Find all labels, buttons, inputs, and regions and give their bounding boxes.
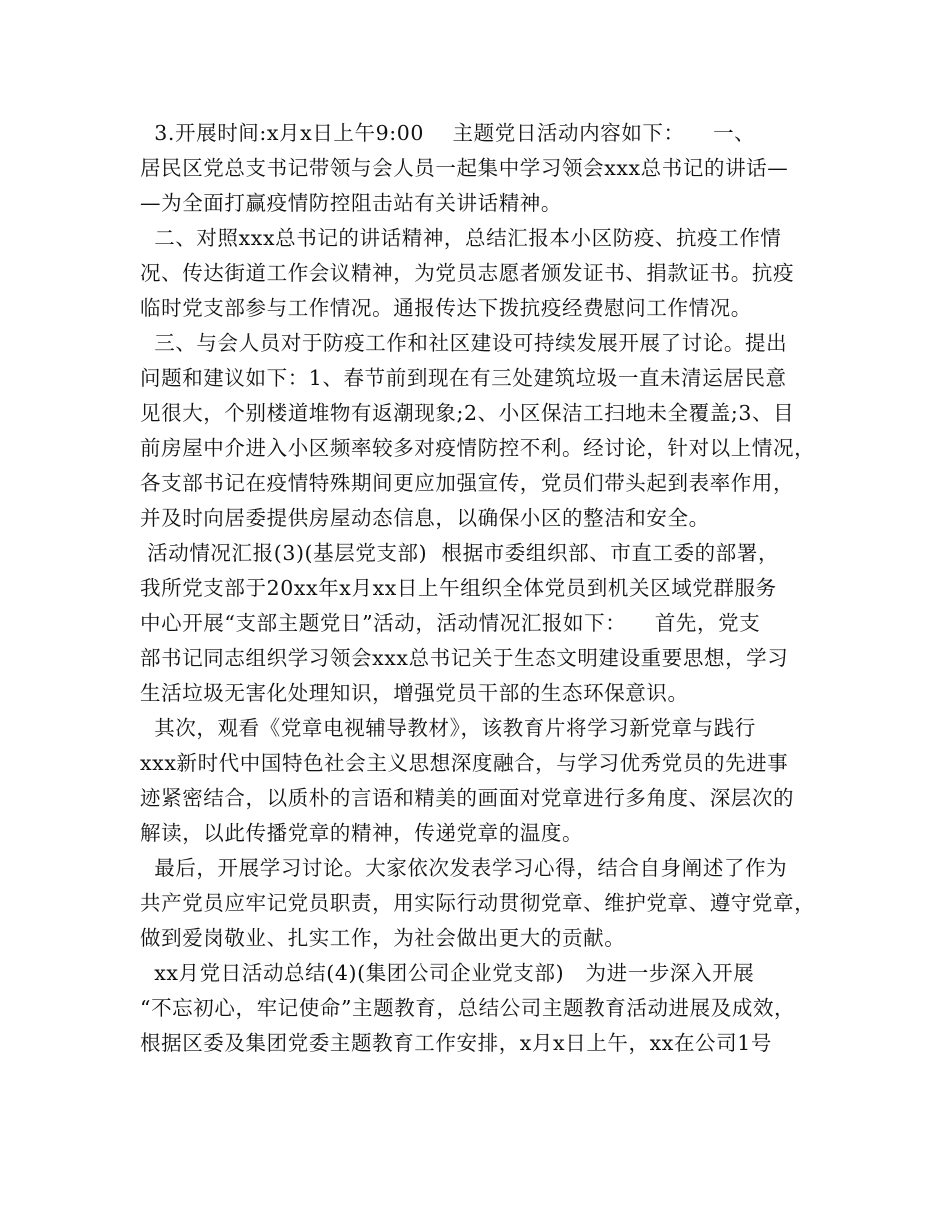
- text-line: 居民区党总支书记带领与会人员一起集中学习领会xxx总书记的讲话—: [140, 156, 789, 180]
- text-line: xx月党日活动总结(4)(集团公司企业党支部) 为进一步深入开展: [140, 961, 755, 985]
- text-line: 3.开展时间:x月x日上午9:00 主题党日活动内容如下： 一、: [140, 121, 756, 145]
- text-line: 并及时向居委提供房屋动态信息，以确保小区的整洁和安全。: [140, 506, 710, 530]
- text-line: 解读，以此传播党章的精神，传递党章的温度。: [140, 821, 584, 845]
- text-line: xxx新时代中国特色社会主义思想深度融合，与学习优秀党员的先进事: [140, 751, 789, 775]
- document-body: [140, 116, 830, 1061]
- text-line: “不忘初心，牢记使命”主题教育，总结公司主题教育活动进展及成效，: [140, 996, 796, 1020]
- text-line: 共产党员应牢记党员职责，用实际行动贯彻党章、维护党章、遵守党章，: [140, 891, 816, 915]
- text-line: 活动情况汇报(3)(基层党支部) 根据市委组织部、市直工委的部署，: [140, 541, 780, 565]
- text-line: 根据区委及集团党委主题教育工作安排，x月x日上午，xx在公司1号: [140, 1031, 772, 1055]
- text-line: —为全面打赢疫情防控阻击站有关讲话精神。: [140, 191, 562, 215]
- text-line: 二、对照xxx总书记的讲话精神，总结汇报本小区防疫、抗疫工作情: [140, 226, 782, 250]
- text-line: 临时党支部参与工作情况。通报传达下拨抗疫经费慰问工作情况。: [140, 296, 752, 320]
- text-line: 最后，开展学习讨论。大家依次发表学习心得，结合自身阐述了作为: [140, 856, 788, 880]
- text-line: 部书记同志组织学习领会xxx总书记关于生态文明建设重要思想，学习: [140, 646, 789, 670]
- text-line: 迹紧密结合，以质朴的言语和精美的画面对党章进行多角度、深层次的: [140, 786, 795, 810]
- text-line: 各支部书记在疫情特殊期间更应加强宣传，党员们带头起到表率作用，: [140, 471, 795, 495]
- text-line: 我所党支部于20xx年x月xx日上午组织全体党员到机关区域党群服务: [140, 576, 777, 600]
- text-line: 见很大，个别楼道堆物有返潮现象;2、小区保洁工扫地未全覆盖;3、目: [140, 401, 795, 425]
- text-line: 中心开展“支部主题党日”活动，活动情况汇报如下： 首先，党支: [140, 611, 761, 635]
- text-line: 问题和建议如下：1、春节前到现在有三处建筑垃圾一直未清运居民意: [140, 366, 787, 390]
- text-line: 做到爱岗敬业、扎实工作，为社会做出更大的贡献。: [140, 926, 626, 950]
- text-line: 三、与会人员对于防疫工作和社区建设可持续发展开展了讨论。提出: [140, 331, 788, 355]
- text-line: 况、传达街道工作会议精神，为党员志愿者颁发证书、捐款证书。抗疫: [140, 261, 795, 285]
- text-line: 前房屋中介进入小区频率较多对疫情防控不利。经讨论，针对以上情况，: [140, 436, 816, 460]
- text-line: 生活垃圾无害化处理知识，增强党员干部的生态环保意识。: [140, 681, 689, 705]
- text-line: 其次，观看《党章电视辅导教材》，该教育片将学习新党章与践行: [140, 716, 756, 740]
